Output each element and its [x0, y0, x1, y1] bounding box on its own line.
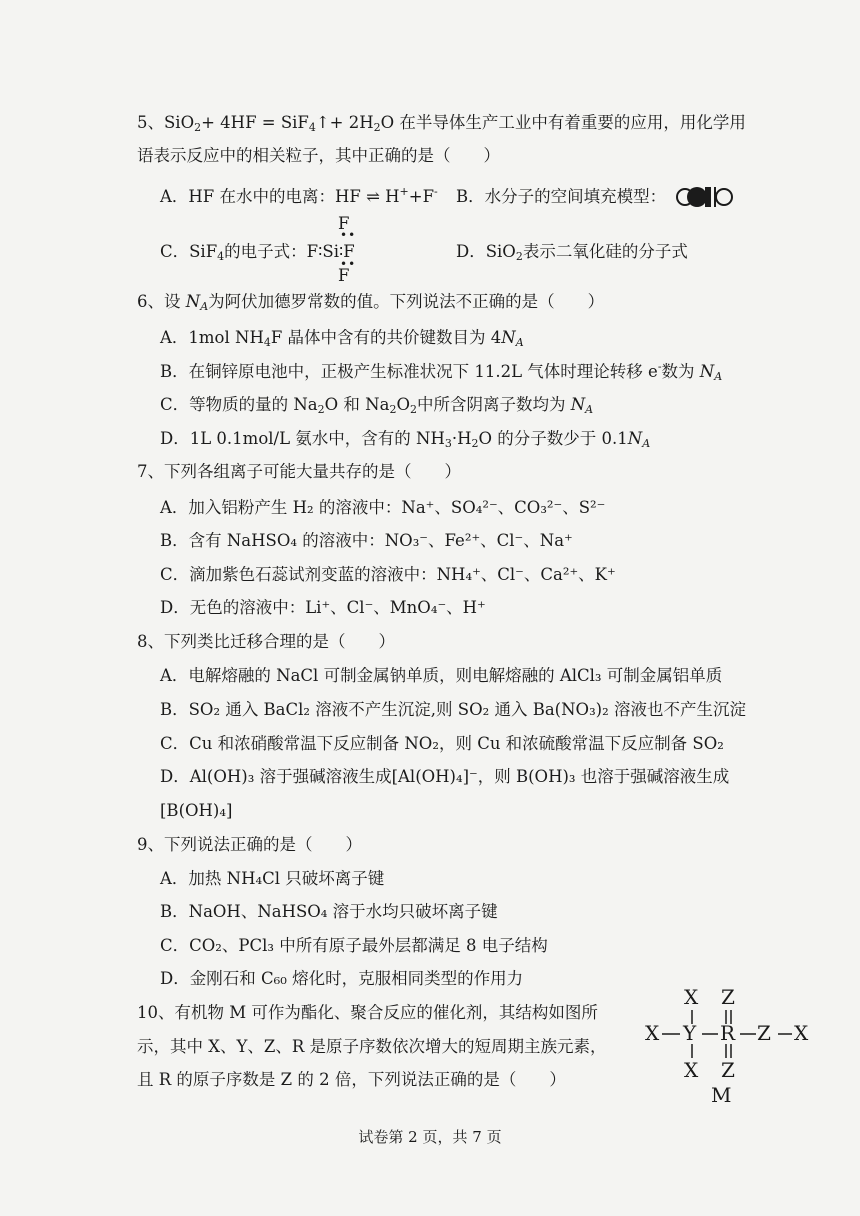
q6-option-c: C．等物质的量的 $Na_2O$ 和 $Na_2O_2$中所含阴离子数均为 $N_A$: [160, 395, 594, 416]
q6-stem: 6、设 $N_A$为阿伏加德罗常数的值。下列说法不正确的是（ ）: [137, 292, 605, 313]
q7-option-b: B．含有 NaHSO₄ 的溶液中：NO₃⁻、Fe²⁺、Cl⁻、Na⁺: [160, 531, 573, 550]
q9-option-a: A．加热 NH₄Cl 只破坏离子键: [160, 869, 385, 888]
struct-mid-y: Y: [683, 1021, 697, 1045]
q5-c-bottom-f: F: [338, 266, 350, 285]
q5-option-b: B．水分子的空间填充模型：: [456, 187, 667, 206]
q8-option-d: D．Al(OH)₃ 溶于强碱溶液生成[Al(OH)₄]⁻，则 B(OH)₃ 也溶于强碱溶液生成: [160, 767, 730, 786]
q5-c-bottom-dots: ••: [340, 257, 357, 271]
q5-c-top-f: F: [338, 214, 350, 233]
q5-stem-line1: 5、SiO$_2$+ 4HF = SiF$_4$↑+ $2H_2O$ 在半导体生产工业中有着重要的应用，用化学用: [137, 113, 746, 134]
q8-option-b: B．SO₂ 通入 BaCl₂ 溶液不产生沉淀,则 SO₂ 通入 Ba(NO₃)₂ 溶液也不产生沉淀: [160, 700, 746, 719]
q6-option-b: B．在铜锌原电池中，正极产生标准状况下 11.2L 气体时理论转移 e-数为 $N_A$: [160, 360, 723, 383]
struct-bottom-x: X: [684, 1058, 699, 1082]
page-footer: 试卷第 2 页，共 7 页: [358, 1128, 502, 1146]
struct-mid-x-left: X: [645, 1021, 660, 1045]
q8-option-c: C．Cu 和浓硝酸常温下反应制备 NO₂，则 Cu 和浓硫酸常温下反应制备 SO₂: [160, 734, 724, 753]
q6-option-a: A．1mol $NH_4F$ 晶体中含有的共价键数目为 $4N_A$: [160, 328, 524, 349]
q5-option-c: C．SiF$_4$的电子式：F∶Si∶F: [160, 242, 355, 263]
q8-option-d-cont: [B(OH)₄]: [160, 801, 233, 820]
water-space-filling-model-icon: [676, 185, 736, 209]
struct-mid-z: Z: [757, 1021, 771, 1045]
struct-label-m: M: [711, 1083, 732, 1107]
q9-option-c: C．CO₂、PCl₃ 中所有原子最外层都满足 8 电子结构: [160, 936, 548, 955]
q5-option-a: A．HF 在水中的电离：HF ⇌ H++F-: [160, 185, 438, 206]
struct-top-x: X: [684, 985, 699, 1009]
struct-mid-x-right: X: [794, 1021, 809, 1045]
q5-stem-line2: 语表示反应中的相关粒子，其中正确的是（ ）: [137, 146, 500, 165]
q10-line2: 示，其中 X、Y、Z、R 是原子序数依次增大的短周期主族元素，: [137, 1037, 607, 1056]
q8-stem: 8、下列类比迁移合理的是（ ）: [137, 632, 395, 651]
q7-stem: 7、下列各组离子可能大量共存的是（ ）: [137, 462, 461, 481]
struct-mid-r: R: [720, 1021, 736, 1045]
q7-option-d: D．无色的溶液中：Li⁺、Cl⁻、MnO₄⁻、H⁺: [160, 598, 486, 617]
q10-line3: 且 R 的原子序数是 Z 的 2 倍，下列说法正确的是（ ）: [137, 1070, 566, 1089]
q7-option-c: C．滴加紫色石蕊试剂变蓝的溶液中：NH₄⁺、Cl⁻、Ca²⁺、K⁺: [160, 565, 616, 584]
q8-option-a: A．电解熔融的 NaCl 可制金属钠单质，则电解熔融的 AlCl₃ 可制金属铝单质: [160, 666, 723, 685]
q9-stem: 9、下列说法正确的是（ ）: [137, 835, 362, 854]
q10-line1: 10、有机物 M 可作为酯化、聚合反应的催化剂，其结构如图所: [137, 1003, 598, 1022]
q6-option-d: D．1L 0.1mol/L 氨水中，含有的 $NH_3\cdot H_2O$ 的分子数少于 $0.1N_A$: [160, 429, 651, 450]
struct-top-z: Z: [721, 985, 735, 1009]
q5-option-d: D．SiO$_2$表示二氧化硅的分子式: [456, 242, 688, 263]
q9-option-b: B．NaOH、NaHSO₄ 溶于水均只破坏离子键: [160, 902, 498, 921]
q5-c-top-dots: ••: [340, 228, 357, 242]
q9-option-d: D．金刚石和 C₆₀ 熔化时，克服相同类型的作用力: [160, 969, 524, 988]
q7-option-a: A．加入铝粉产生 H₂ 的溶液中：Na⁺、SO₄²⁻、CO₃²⁻、S²⁻: [160, 498, 606, 517]
struct-bottom-z: Z: [721, 1058, 735, 1082]
